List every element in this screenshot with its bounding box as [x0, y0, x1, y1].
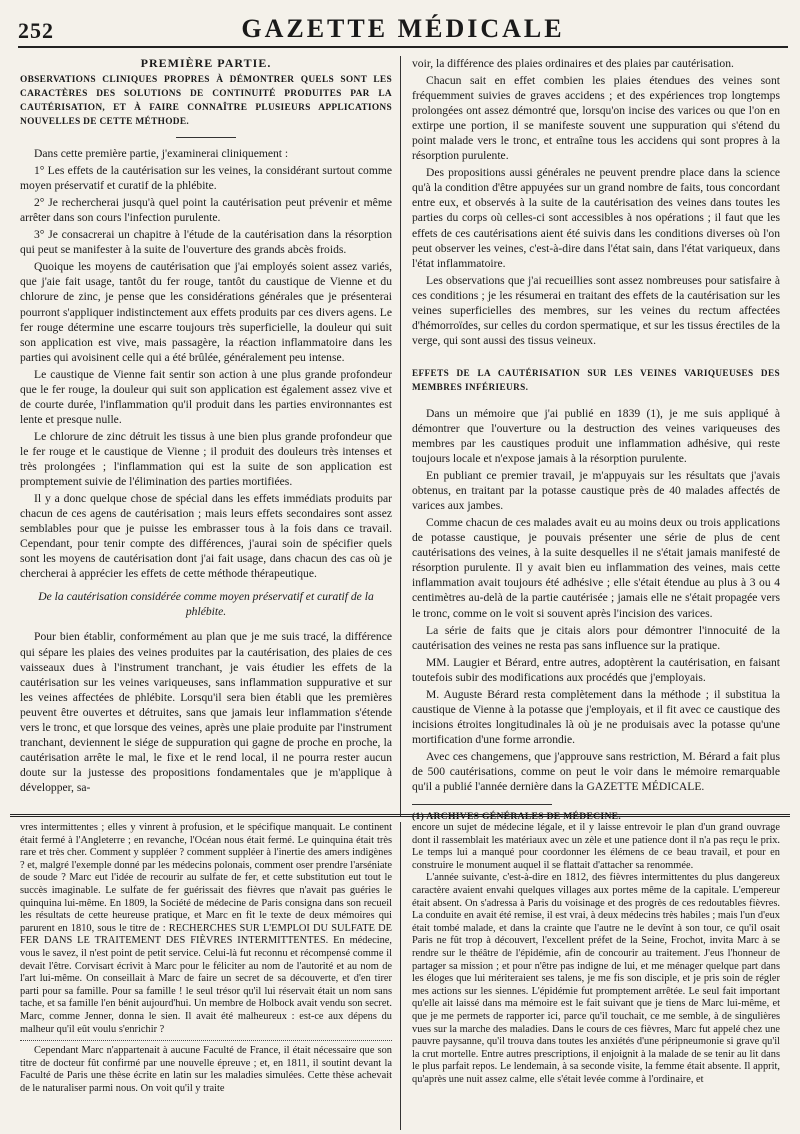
dotted-divider — [20, 1040, 392, 1041]
paragraph: vres intermittentes ; elles y vinrent à profusion, et le spécifique manquait. Le continent était fermé à l'Angleterre ; en revanche, l'Océan nous était fermé. Le quinquina était très rare et très cher. Comment y suppléer ? comment suppléer à l'inertie des amers indigènes ? et, malgré l'exemple donné par les médecins polonais, comment oser prendre l'arséniate de soude ? Marc eut l'idée de recourir au sulfate de fer, et cette substitution eut tout le succès imaginable. Le sulfate de fer guérissait des fièvres que n'avait pas guéries le quinquina lui-même. En 1809, la Société de médecine de Paris consigna dans son recueil les résultats de cette heureuse pratique, et Marc en fit le texte de deux mémoires qui parurent en 1810, sous le titre de : RECHERCHES SUR L'EMPLOI DU SULFATE DE FER DANS LE TRAITEMENT DES FIÈVRES INTERMITTENTES. En médecine, vous le savez, il n'est point de petit service. Celui-là fut reconnu et récompensé comme il devait l'être. Corvisart écrivit à Marc pour le féliciter au nom de l'autorité et au nom de l'art lui-même. On conseillait à Marc de faire un secret de sa découverte, et d'en tirer parti pour sa famille. Pour sa famille ! le seul trésor qu'il lui réservait était un nom sans tache, et sa famille l'en bénit aujourd'hui. Un membre de Holbock avait vendu son secret. Marc, comme Jenner, donna le sien. Il avait été malheureux : est-ce aux dépens du malheur qu'il eût voulu s'enrichir ? — [20, 822, 392, 1035]
feuilleton-rule — [10, 814, 790, 817]
paragraph: Pour bien établir, conformément au plan que je me suis tracé, la différence qui sépare les plaies des veines produites par la cautérisation, des plaies de ces vaisseaux dues à l'instrument tranchant, je vais étudier les effets de la cautérisation sur les veines variqueuses, sans inflammation suppurative et sur les veines affectées de phlébite. Lorsqu'il sera bien établi que les premières peuvent être ouvertes et détruites, sans que jamais leur inflammation s'étende vers le tronc, et que lorsque des veines, après une plaie produite par l'instrument tranchant, deviennent le siége de suppuration qui gagne de proche en proche, la cautérisation arrête le mal, le fixe et le rend local, il ne pourra rester aucun doute sur la justesse des propositions fondamentales que je m'applique à développer, sa- — [20, 630, 392, 794]
page-number: 252 — [18, 18, 54, 43]
paragraph: Dans cette première partie, j'examinerai cliniquement : — [34, 147, 289, 161]
paragraph: Le caustique de Vienne fait sentir son action à une plus grande profondeur que le fer rouge, la douleur qui suit son application est également assez vive et de courte durée, l'inflammation qu'il produit dans les parties environnantes est lente et presque nulle. — [20, 367, 392, 426]
page-header — [18, 10, 788, 48]
paragraph: Il y a donc quelque chose de spécial dans les effets immédiats produits par chacun de ces agens de cautérisation ; mais leurs effets secondaires sont assez semblables pour que je puisse les embrasser tous à la fois dans ce travail. Cependant, pour tenir compte des différences, j'aurai soin de spécifier quels sont les moyens de cautérisation dont j'ai fait usage, dans chacun des cas où je chercherai à apprécier les effets de cette méthode thérapeutique. — [20, 492, 392, 581]
feuilleton-right-column — [412, 822, 780, 1130]
paragraph: L'année suivante, c'est-à-dire en 1812, des fièvres intermittentes du plus dangereux caractère avaient envahi quelques villages aux portes même de la capitale. L'empereur était absent. On s'adressa à Paris du voisinage et des progrès de ces redoutables fièvres. La conduite en avait été remise, il est vrai, à deux médecins très habiles ; mais l'un d'eux était tombé malade, et dans la crainte que l'autre ne le devînt à son tour, ce qu'il osait Paris ne fût trop à découvert, l'excellent préfet de la Seine, Frochot, invita Marc à se rendre sur le théâtre de l'épidémie, afin de concourir au traitement. J'eus l'honneur de partager sa mission ; et pour n'être pas indigne de lui, et me ménager quelque part dans les éloges que lui mériteraient ses talens, je me fis son disciple, et je pris soin de régler mes actions sur les siennes. L'épidémie fut promptement arrêtée. Le seul fait important qu'elle ait laissé dans ma mémoire est le fait suivant que je tiens de Marc lui-même, et que je me permets de rapporter ici, parce qu'il touchait, ce me semble, à de singulières vues sur la marche des maladies. Dans le cours de ces fièvres, Marc fut appelé chez une pauvre paysanne, qu'il trouva dans toutes les anxiétés d'une péripneumonie si grave qu'il la crut mortelle. Entre autres prescriptions, il enjoignit à la malade de se tenir au lit dans le plus parfait repos. Le lendemain, à sa seconde visite, la femme était absente. Il apprit, qu'après une nuit assez calme, elle s'était levée comme à l'ordinaire, et — [412, 872, 780, 1085]
paragraph: 2° Je rechercherai jusqu'à quel point la cautérisation peut prévenir et même arrêter dans son cours l'infection purulente. — [20, 196, 392, 225]
paragraph: Chacun sait en effet combien les plaies étendues des veines sont fréquemment suivies de graves accidens ; et des expériences trop longtemps prolongées ont assez démontré que, lorsqu'on incise des varices ou que l'on en extirpe une portion, il se manifeste souvent une suppuration qui s'étend du point malade vers le tronc, et entraîne tous les accidens qui sont propres à la résorption purulente. — [412, 74, 780, 163]
paragraph: MM. Laugier et Bérard, entre autres, adoptèrent la cautérisation, en faisant toutefois subir des modifications aux procédés que j'employais. — [412, 655, 780, 684]
paragraph: En publiant ce premier travail, je m'appuyais sur les résultats que j'avais obtenus, en traitant par la potasse caustique près de 40 malades affectés de varices aux jambes. — [412, 469, 780, 513]
paragraph: 1° Les effets de la cautérisation sur les veines, la considérant surtout comme moyen préservatif et curatif de la phlébite. — [20, 164, 392, 193]
paragraph: La série de faits que je citais alors pour démontrer l'innocuité de la cautérisation des veines ne resta pas sans influence sur la pratique. — [412, 623, 780, 652]
paragraph: Quoique les moyens de cautérisation que j'ai employés soient assez variés, que j'aie fait usage, tantôt du fer rouge, tantôt du caustique de Vienne et du chlorure de zinc, je pense que les considérations générales que je présenterai pourront s'appliquer indistinctement aux effets produits par ces divers agens. Le fer rouge détermine une escarre toujours très superficielle, la douleur qui suit son application est vive, mais passagère, la réaction inflammatoire dans les parties qui avoisinent celle qui a été brûlée, généralement peu intense. — [20, 260, 392, 364]
paragraph: Avec ces changemens, que j'approuve sans restriction, M. Bérard a fait plus de 500 cautérisations, comme on peut le voir dans le mémoire remarquable qu'il a publié l'année dernière dans la GAZETTE MÉDICALE. — [412, 749, 780, 794]
divider — [176, 137, 236, 138]
right-column — [412, 56, 780, 823]
section-heading: EFFETS DE LA CAUTÉRISATION SUR LES VEINES VARIQUEUSES DES MEMBRES INFÉRIEURS. — [412, 367, 780, 392]
part-title: PREMIÈRE PARTIE. — [140, 56, 272, 70]
section-subtitle: OBSERVATIONS CLINIQUES PROPRES À DÉMONTRER QUELS SONT LES CARACTÈRES DES SOLUTIONS DE CONTINUITÉ PRODUITES PAR LA CAUTÉRISATION, ET À FAIRE CONNAÎTRE PLUSIEURS APPLICATIONS NOUVELLES DE CETTE MÉTHODE. — [20, 75, 392, 128]
journal-title: GAZETTE MÉDICALE — [241, 14, 565, 43]
paragraph: encore un sujet de médecine légale, et il y laisse entrevoir le plan d'un grand ouvrage dont il rassemblait les matériaux avec un zèle et une patience dont il n'a pas reçu le prix. Le temps lui a manqué pour coordonner les élémens de ce beau travail, et pour en construire le monument auquel il se flattait d'attacher sa renommée. — [412, 822, 780, 871]
feuilleton-left-column — [20, 822, 392, 1130]
paragraph: Comme chacun de ces malades avait eu au moins deux ou trois applications de potasse caustique, je pouvais présenter une série de plus de cent cautérisations des veines, à la suite desquelles il ne s'était jamais manifesté de résorption purulente. Il y avait bien eu inflammation des veines, mais cette inflammation avait toujours été adhésive ; elle s'était étendue au plus à 3 ou 4 centimètres au-delà de la partie cautérisée ; jamais elle ne s'était propagée vers le tronc, comme on le voit si souvent après l'incision des varices. — [412, 516, 780, 620]
paragraph: M. Auguste Bérard resta complètement dans la méthode ; il substitua la caustique de Vienne à la potasse que j'employais, et il fit avec ce caustique des incisions étroites longitudinales là où je ne produisais avec la potasse qu'une mortification d'une forme arrondie. — [412, 687, 780, 746]
subheading: De la cautérisation considérée comme moyen préservatif et curatif de la phlébite. — [38, 590, 374, 619]
paragraph: voir, la différence des plaies ordinaires et des plaies par cautérisation. — [412, 57, 734, 70]
paragraph: Le chlorure de zinc détruit les tissus à une bien plus grande profondeur que le fer rouge et le caustique de Vienne ; il produit des douleurs très intenses et très prolongées ; l'inflammation qui est la suite de son application est promptement suivie de l'élimination des parties mortifiées. — [20, 429, 392, 489]
feuilleton-column-rule — [400, 822, 401, 1130]
paragraph: Dans un mémoire que j'ai publié en 1839 (1), je me suis appliqué à démontrer que l'ouverture ou la destruction des veines variqueuses des membres par les caustiques produit une inflammation adhésive, qui reste toujours locale et n'expose jamais à la résorption purulente. — [412, 406, 780, 466]
left-column — [20, 56, 392, 818]
paragraph: Des propositions aussi générales ne peuvent prendre place dans la science qu'à la condition d'être appuyées sur un grand nombre de faits, tous concordant entre eux, et observés à la suite de la cautérisation des veines dans toutes les parties du corps où celles-ci sont accessibles à nos opérations ; il faut que les effets de ces cautérisations aient été suivis dans les conditions diverses où l'on peut observer les veines, c'est-à-dire dans l'état sain, dans l'état variqueux, dans l'état inflammatoire. — [412, 166, 780, 270]
column-rule — [400, 56, 401, 816]
header-rule — [18, 46, 788, 48]
paragraph: 3° Je consacrerai un chapitre à l'étude de la cautérisation dans la résorption qui peut se manifester à la suite de l'ouverture des grands abcès froids. — [20, 228, 392, 257]
paragraph: Les observations que j'ai recueillies sont assez nombreuses pour satisfaire à ces conditions ; je les résumerai en traitant des effets de la cautérisation sur les veines superficielles des membres, sur les veines du rectum affectées d'hémorroïdes, sur celles du cordon spermatique, et sur les tissus érectiles de la verge, qui sont aussi des tissus veineux. — [412, 273, 780, 347]
footnote-rule — [412, 804, 552, 805]
footnote: (1) ARCHIVES GÉNÉRALES DE MÉDECINE. — [412, 811, 622, 823]
paragraph: Cependant Marc n'appartenait à aucune Faculté de France, il était nécessaire que son titre de docteur fût confirmé par une nouvelle épreuve ; et, en 1811, il soutint devant la Faculté de Paris une thèse écrite en latin sur les maladies simulées. Cette thèse achevait de le naturaliser parmi nous. On voit qu'il y traite — [20, 1045, 392, 1094]
